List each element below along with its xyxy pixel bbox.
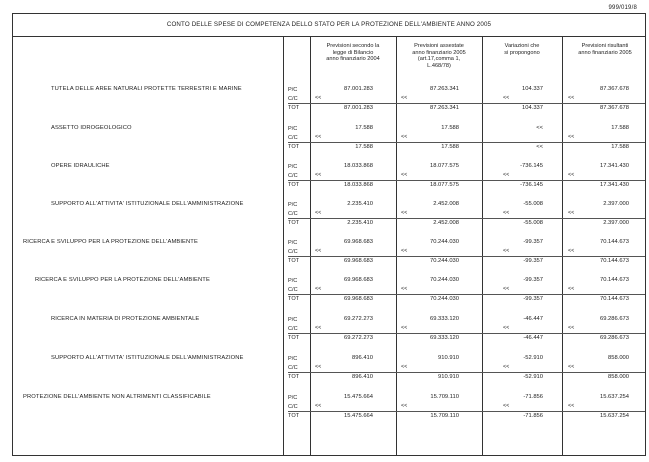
page-title: CONTO DELLE SPESE DI COMPETENZA DELLO STATO PER LA PROTEZIONE DELL'AMBIENTE ANNO 2005 [166,21,492,28]
table-row [13,394,645,428]
pc-value: 858.000 [608,355,629,361]
cc-marker: << [401,172,408,178]
cc-marker: << [315,248,322,254]
code-tot: TOT [288,335,300,341]
pc-value: -55.008 [523,201,543,207]
tot-value: 17.588 [611,144,629,150]
code-cc: C/C [288,96,298,102]
tot-value: 69.286.673 [599,335,629,341]
tot-value: 2.397.000 [603,220,629,226]
header-col-variazioni [483,43,561,56]
pc-value: 87.367.678 [599,86,629,92]
cc-marker: << [315,95,322,101]
tot-value: 87.367.678 [599,105,629,111]
tot-value: -736.145 [520,182,543,188]
tot-value: 69.272.273 [343,335,373,341]
header-col-previsioni-risultanti [563,43,647,56]
pc-value: 17.588 [355,125,373,131]
cc-marker: << [503,172,510,178]
cc-marker: << [315,210,322,216]
header-line: legge di Bilancio [332,49,374,56]
row-codes [288,394,308,412]
table-row [13,86,645,120]
pc-value: << [536,125,543,131]
pc-value: 70.244.030 [429,277,459,283]
tot-value: -46.447 [523,335,543,341]
pc-value: 69.968.683 [343,239,373,245]
code-cc: C/C [288,365,298,371]
tot-value: 858.000 [608,374,629,380]
cc-marker: << [503,364,510,370]
pc-value: 87.263.341 [429,86,459,92]
cc-marker: << [568,134,575,140]
header-line: Previsioni assestate [414,43,464,49]
tot-value: 17.341.430 [599,182,629,188]
table-row [13,125,645,159]
cc-marker: << [568,325,575,331]
cc-marker: << [401,403,408,409]
header-line: anno finanziario 2004 [326,56,380,63]
tot-value: 15.637.254 [599,413,629,419]
row-label: SUPPORTO ALL'ATTIVITA' ISTITUZIONALE DELL'AMMINISTRAZIONE [51,355,244,361]
code-cc: C/C [288,249,298,255]
cc-marker: << [315,403,322,409]
header-line: (art.17,comma 1, [417,56,461,63]
cc-marker: << [401,286,408,292]
header-line: Previsioni risultanti [581,43,629,49]
cc-marker: << [315,286,322,292]
row-label: RICERCA E SVILUPPO PER LA PROTEZIONE DELL'AMBIENTE [35,277,210,283]
cc-marker: << [568,286,575,292]
code-cc: C/C [288,404,298,410]
code-tot: TOT [288,258,300,264]
cc-marker: << [568,248,575,254]
total-divider [288,411,645,412]
tot-value: -71.856 [523,413,543,419]
cc-marker: << [315,364,322,370]
row-label: OPERE IDRAULICHE [51,163,110,169]
tot-value: -52.910 [523,374,543,380]
code-tot: TOT [288,220,300,226]
cc-marker: << [401,210,408,216]
cc-marker: << [315,325,322,331]
cc-marker: << [401,325,408,331]
tot-value: 104.337 [522,105,543,111]
tot-value: -55.008 [523,220,543,226]
pc-value: 17.588 [441,125,459,131]
total-divider [288,218,645,219]
row-codes [288,316,308,334]
cc-marker: << [503,325,510,331]
code-pc: P/C [288,240,298,246]
code-pc: P/C [288,202,298,208]
pc-value: 69.286.673 [599,316,629,322]
row-label: ASSETTO IDROGEOLOGICO [51,125,132,131]
cc-marker: << [315,172,322,178]
pc-value: 87.001.283 [343,86,373,92]
pc-value: 69.968.683 [343,277,373,283]
row-label: RICERCA IN MATERIA DI PROTEZIONE AMBIENTALE [51,316,200,322]
tot-value: 69.968.683 [343,296,373,302]
pc-value: 15.637.254 [599,394,629,400]
tot-value: 70.244.030 [429,296,459,302]
tot-value: 17.588 [355,144,373,150]
pc-value: 2.235.410 [347,201,373,207]
table-row [13,163,645,197]
row-codes [288,86,308,104]
row-codes [288,201,308,219]
header-col-previsioni-assestate [397,43,481,69]
row-codes [288,239,308,257]
row-label: RICERCA E SVILUPPO PER LA PROTEZIONE DELL'AMBIENTE [23,239,198,245]
pc-value: 104.337 [522,86,543,92]
cc-marker: << [401,248,408,254]
pc-value: -99.357 [523,239,543,245]
pc-value: 69.333.120 [429,316,459,322]
tot-value: 15.709.110 [430,413,459,419]
code-pc: P/C [288,317,298,323]
tot-value: 2.235.410 [347,220,373,226]
total-divider [288,372,645,373]
cc-marker: << [568,364,575,370]
report-table [12,13,646,456]
header-line: anno finanziario 2005 [412,49,466,56]
total-divider [288,256,645,257]
code-cc: C/C [288,135,298,141]
tot-value: -99.357 [523,258,543,264]
total-divider [288,294,645,295]
total-divider [288,103,645,104]
pc-value: -71.856 [523,394,543,400]
pc-value: 15.709.110 [430,394,459,400]
tot-value: 17.588 [441,144,459,150]
pc-value: 70.144.673 [599,239,629,245]
pc-value: 70.144.673 [599,277,629,283]
header-line: L.468/78) [427,62,451,69]
tot-value: 18.077.575 [429,182,459,188]
header-line: anno finanziario 2005 [578,49,632,56]
cc-marker: << [503,286,510,292]
table-row [13,239,645,273]
header-col-previsioni-2004 [311,43,395,63]
code-pc: P/C [288,126,298,132]
code-pc: P/C [288,164,298,170]
code-cc: C/C [288,326,298,332]
tot-value: 70.244.030 [429,258,459,264]
cc-marker: << [568,210,575,216]
cc-marker: << [315,134,322,140]
row-codes [288,355,308,373]
cc-marker: << [568,172,575,178]
row-codes [288,163,308,181]
table-row [13,355,645,389]
pc-value: 2.397.000 [603,201,629,207]
cc-marker: << [568,95,575,101]
row-codes [288,125,308,143]
code-tot: TOT [288,182,300,188]
tot-value: 69.968.683 [343,258,373,264]
pc-value: 2.452.008 [433,201,459,207]
row-codes [288,277,308,295]
code-tot: TOT [288,296,300,302]
pc-value: -52.910 [523,355,543,361]
pc-value: -736.145 [520,163,543,169]
code-tot: TOT [288,374,300,380]
pc-value: 18.033.868 [343,163,373,169]
header-line: si propongono [504,49,540,56]
cc-marker: << [503,403,510,409]
tot-value: << [536,144,543,150]
total-divider [288,142,645,143]
code-pc: P/C [288,278,298,284]
cc-marker: << [503,95,510,101]
pc-value: 69.272.273 [343,316,373,322]
tot-value: 70.144.673 [599,296,629,302]
tot-value: 18.033.868 [343,182,373,188]
pc-value: 70.244.030 [429,239,459,245]
cc-marker: << [401,134,408,140]
tot-value: 87.263.341 [429,105,459,111]
total-divider [288,333,645,334]
tot-value: 69.333.120 [429,335,459,341]
code-tot: TOT [288,144,300,150]
cc-marker: << [401,95,408,101]
code-pc: P/C [288,87,298,93]
code-cc: C/C [288,173,298,179]
pc-value: 17.588 [611,125,629,131]
tot-value: 2.452.008 [433,220,459,226]
code-tot: TOT [288,105,300,111]
row-label: SUPPORTO ALL'ATTIVITA' ISTITUZIONALE DELL'AMMINISTRAZIONE [51,201,244,207]
tot-value: 70.144.673 [599,258,629,264]
code-cc: C/C [288,211,298,217]
pc-value: 18.077.575 [429,163,459,169]
tot-value: -99.357 [523,296,543,302]
cc-marker: << [568,403,575,409]
cc-marker: << [401,364,408,370]
pc-value: -46.447 [523,316,543,322]
row-label: PROTEZIONE DELL'AMBIENTE NON ALTRIMENTI CLASSIFICABILE [23,394,211,400]
table-row [13,201,645,235]
pc-value: -99.357 [523,277,543,283]
header-line: Variazioni che [504,43,540,49]
pc-value: 17.341.430 [599,163,629,169]
tot-value: 910.910 [438,374,459,380]
header-line: Previsioni secondo la [326,43,380,49]
pc-value: 15.475.664 [343,394,373,400]
tot-value: 87.001.283 [343,105,373,111]
pc-value: 896.410 [352,355,373,361]
cc-marker: << [503,248,510,254]
tot-value: 896.410 [352,374,373,380]
table-row [13,316,645,350]
code-pc: P/C [288,395,298,401]
code-pc: P/C [288,356,298,362]
code-tot: TOT [288,413,300,419]
cc-marker: << [503,210,510,216]
row-label: TUTELA DELLE AREE NATURALI PROTETTE TERRESTRI E MARINE [51,86,242,92]
code-cc: C/C [288,287,298,293]
pc-value: 910.910 [438,355,459,361]
tot-value: 15.475.664 [343,413,373,419]
table-row [13,277,645,311]
title-divider [13,36,645,37]
page-id: 999/019/8 [608,5,637,11]
total-divider [288,180,645,181]
